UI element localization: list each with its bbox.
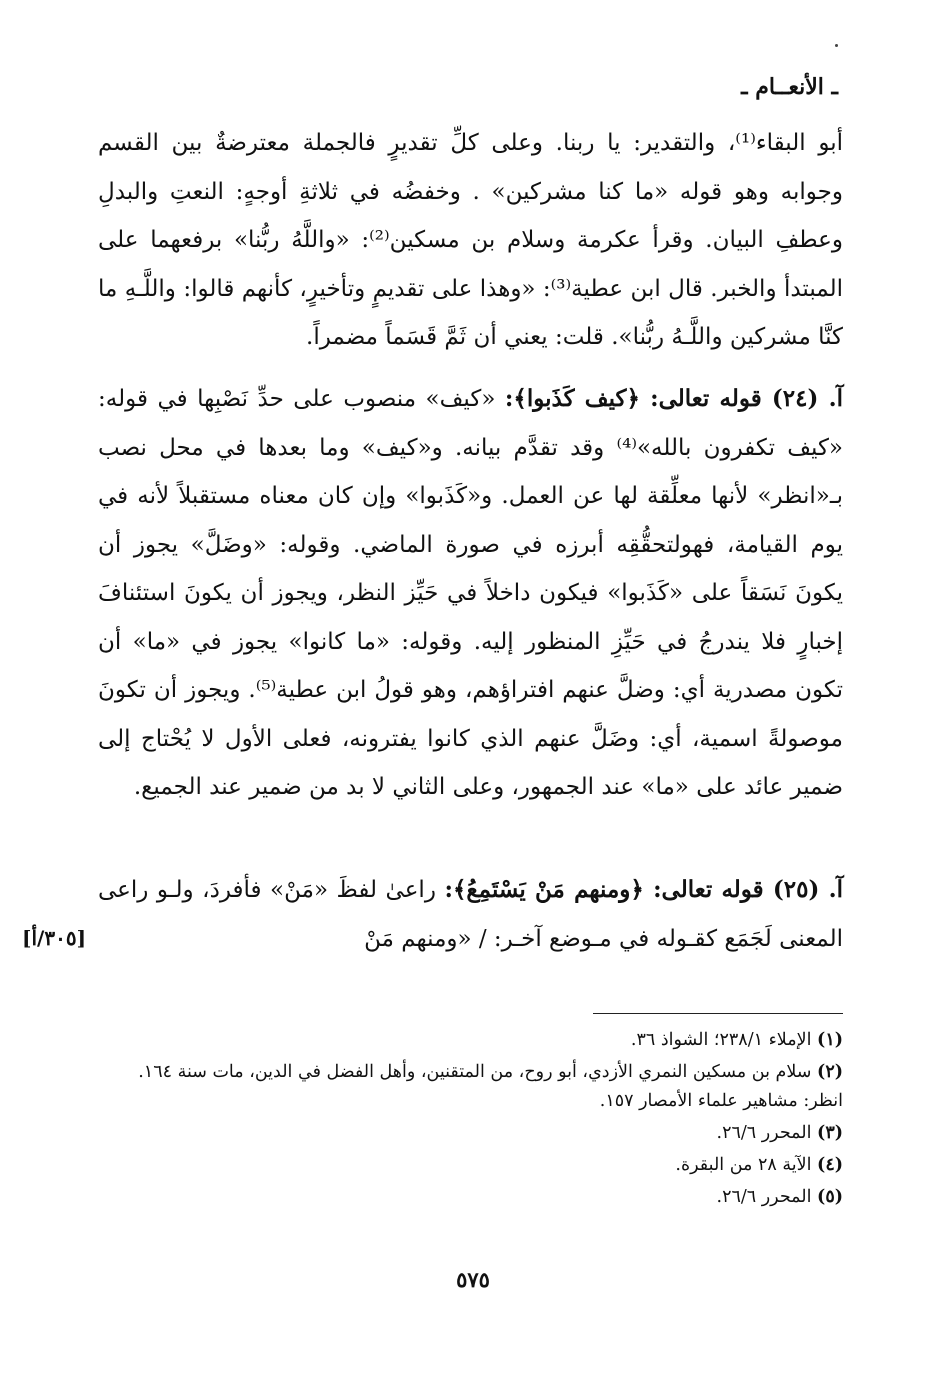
footnote-5 — [98, 1183, 843, 1212]
verse-heading-24: آ. (٢٤) قوله تعالى: ﴿كيف كَذَبوا﴾: — [504, 385, 843, 412]
footnote-number: (١) — [817, 1030, 843, 1050]
paragraph-3-text: راعىٰ لفظَ «مَنْ» فأفردَ، ولـو راعى المعنى لَجَمَع كقـوله في مـوضع آخـر: / «ومنهم مَنْ — [98, 877, 843, 952]
footnote-text: المحرر ٢٦/٦. — [716, 1187, 812, 1207]
manuscript-folio-reference: [٣٠٥/أ] — [22, 926, 87, 950]
footnote-text: الإملاء ٢٣٨/١؛ الشواذ ٣٦. — [630, 1030, 812, 1050]
paragraph-3 — [98, 866, 843, 963]
footnote-text: الآية ٢٨ من البقرة. — [675, 1155, 812, 1175]
scan-speck — [835, 44, 838, 47]
footnote-number: (٥) — [817, 1187, 843, 1207]
paragraph-2 — [98, 375, 843, 812]
footnote-separator — [593, 1013, 843, 1014]
footnote-4 — [98, 1151, 843, 1180]
footnote-text: المحرر ٢٦/٦. — [716, 1123, 812, 1143]
footnote-3 — [98, 1119, 843, 1148]
paragraph-2-text: «كيف» منصوب على حدِّ نَصْبِها في قوله: «كيف تكفرون بالله»⁽⁴⁾ وقد تقدَّم بيانه. و«كيف» وما بعدها في محل نصب بـ«انظر» لأنها معلِّقة لها عن العمل. و«كَذَبوا» وإن كان معناه مستقبلاً لأنه في يوم القيامة، فهولتحقُّقِه أبرزه في صورة الماضي. وقوله: «وضَلَّ» يجوز أن يكونَ نَسَقاً على «كَذَبوا» فيكون داخلاً في حَيِّز النظر، ويجوز أن يكونَ استئنافَ إخبارٍ فلا يندرجُ في حَيِّزِ المنظور إليه. وقوله: «ما كانوا» يجوز في «ما» أن تكون مصدرية أي: وضلَّ عنهم افتراؤهم، وهو قولُ ابن عطية⁽⁵⁾. ويجوز أن تكونَ موصولةً اسمية، أي: وضَلَّ عنهم الذي كانوا يفترونه، فعلى الأول لا يُحْتاج إلى ضمير عائد على «ما» عند الجمهور، وعلى الثاني لا بد من ضمير عند الجميع. — [98, 386, 843, 800]
footnotes — [98, 1026, 843, 1215]
paragraph-3-body — [98, 866, 843, 963]
paragraph-2-body — [98, 375, 843, 812]
paragraph-1-text: أبو البقاء⁽¹⁾، والتقدير: يا ربنا. وعلى كلِّ تقديرٍ فالجملة معترضةٌ بين القسم وجوابه وهو قوله «ما كنا مشركين» . وخفضُه في ثلاثةِ أوجهٍ: النعتِ والبدلِ وعطفِ البيان. وقرأ عكرمة وسلام بن مسكين⁽²⁾: «واللَّهُ ربُّنا» برفعهما على المبتدأ والخبر. قال ابن عطية⁽³⁾: «وهذا على تقديمٍ وتأخيرٍ، كأنهم قالوا: واللَّـهِ ما كنَّا مشركين واللَّـهُ ربُّنا». قلت: يعني أن ثَمَّ قَسَماً مضمراً. — [98, 130, 843, 350]
footnote-text: سلام بن مسكين النمري الأزدي، أبو روح، من المتقنين، وأهل الفضل في الدين، مات سنة ١٦٤. انظر: مشاهير علماء الأمصار ١٥٧. — [138, 1062, 843, 1111]
footnote-2 — [98, 1058, 843, 1116]
footnote-number: (٣) — [817, 1123, 843, 1143]
footnote-number: (٤) — [817, 1155, 843, 1175]
running-header: ـ الأنعــام ـ — [741, 74, 838, 100]
paragraph-1 — [98, 119, 843, 362]
verse-heading-25: آ. (٢٥) قوله تعالى: ﴿ومنهم مَنْ يَسْتَمِعُ﴾: — [444, 876, 843, 903]
footnote-1 — [98, 1026, 843, 1055]
footnote-number: (٢) — [817, 1062, 843, 1082]
page-number: ٥٧٥ — [456, 1267, 490, 1292]
